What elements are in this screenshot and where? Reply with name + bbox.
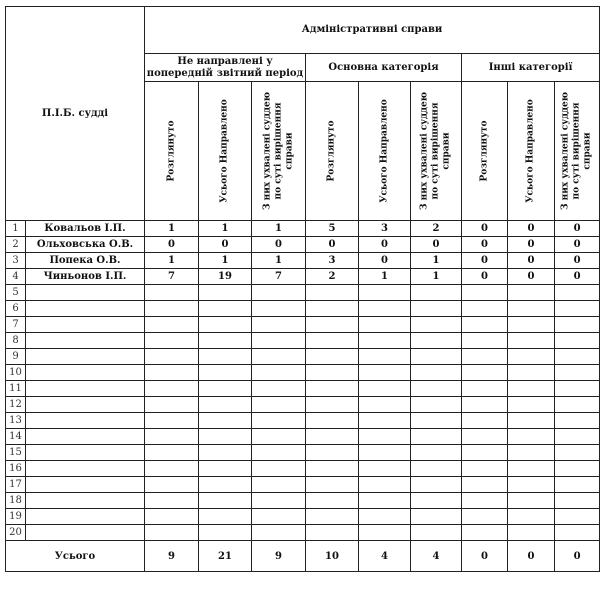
value-cell (359, 349, 411, 365)
value-cell (508, 397, 555, 413)
value-cell (508, 525, 555, 541)
value-cell (359, 477, 411, 493)
row-number: 3 (6, 253, 26, 269)
value-cell: 7 (252, 269, 306, 285)
value-cell (252, 317, 306, 333)
value-cell: 0 (508, 269, 555, 285)
table-row (6, 477, 600, 493)
value-cell (508, 365, 555, 381)
judge-name (26, 413, 145, 429)
value-cell (411, 365, 462, 381)
value-cell (306, 525, 359, 541)
value-cell (359, 429, 411, 445)
group-header-main-category: Основна категорія (306, 54, 462, 82)
value-cell (555, 493, 600, 509)
value-cell (145, 413, 199, 429)
row-number: 2 (6, 237, 26, 253)
table-row (6, 317, 600, 333)
value-cell (359, 525, 411, 541)
value-cell (411, 477, 462, 493)
table-row (6, 349, 600, 365)
value-cell: 0 (252, 237, 306, 253)
value-cell (199, 381, 252, 397)
value-cell (199, 349, 252, 365)
value-cell (199, 285, 252, 301)
value-cell (199, 445, 252, 461)
value-cell: 0 (145, 237, 199, 253)
value-cell: 1 (411, 253, 462, 269)
value-cell: 0 (199, 237, 252, 253)
table-row (6, 493, 600, 509)
table-row (6, 269, 600, 285)
value-cell (145, 445, 199, 461)
value-cell (306, 429, 359, 445)
value-cell: 1 (359, 269, 411, 285)
subcol-header-label: Усього Направлено (379, 99, 389, 203)
value-cell (359, 413, 411, 429)
value-cell (508, 429, 555, 445)
row-number: 11 (6, 381, 26, 397)
subcol-header (508, 82, 555, 221)
judge-name (26, 381, 145, 397)
group-header-other-categories: Інші категорії (462, 54, 600, 82)
value-cell (145, 381, 199, 397)
value-cell (508, 477, 555, 493)
value-cell (145, 365, 199, 381)
value-cell (411, 381, 462, 397)
value-cell (252, 333, 306, 349)
section-header: Адміністративні справи (145, 7, 600, 54)
value-cell (145, 461, 199, 477)
value-cell (199, 509, 252, 525)
table-row (6, 381, 600, 397)
value-cell (199, 477, 252, 493)
total-label: Усього (6, 541, 145, 572)
value-cell: 19 (199, 269, 252, 285)
value-cell (252, 525, 306, 541)
value-cell: 1 (411, 269, 462, 285)
table-row (6, 461, 600, 477)
row-number: 8 (6, 333, 26, 349)
value-cell (145, 397, 199, 413)
judge-name (26, 477, 145, 493)
value-cell (411, 333, 462, 349)
value-cell: 0 (555, 253, 600, 269)
judge-name (26, 493, 145, 509)
value-cell (411, 493, 462, 509)
value-cell (199, 333, 252, 349)
value-cell (555, 461, 600, 477)
value-cell (145, 301, 199, 317)
value-cell: 0 (508, 253, 555, 269)
judge-name (26, 349, 145, 365)
value-cell: 0 (508, 221, 555, 237)
value-cell (145, 317, 199, 333)
judge-name (26, 525, 145, 541)
table-row (6, 221, 600, 237)
value-cell (145, 509, 199, 525)
value-cell (145, 493, 199, 509)
subcol-header (411, 82, 462, 221)
value-cell (252, 445, 306, 461)
value-cell (555, 413, 600, 429)
value-cell: 0 (359, 237, 411, 253)
value-cell (306, 317, 359, 333)
value-cell (411, 429, 462, 445)
value-cell (306, 461, 359, 477)
value-cell: 1 (252, 253, 306, 269)
value-cell (411, 445, 462, 461)
value-cell: 0 (555, 237, 600, 253)
row-number: 13 (6, 413, 26, 429)
row-number: 4 (6, 269, 26, 285)
value-cell (555, 477, 600, 493)
value-cell (306, 397, 359, 413)
table-row (6, 333, 600, 349)
value-cell (306, 445, 359, 461)
row-number: 7 (6, 317, 26, 333)
judge-name (26, 509, 145, 525)
value-cell (508, 413, 555, 429)
value-cell (359, 445, 411, 461)
value-cell (359, 333, 411, 349)
value-cell (462, 461, 508, 477)
value-cell (145, 429, 199, 445)
value-cell (555, 333, 600, 349)
total-value-cell: 9 (145, 541, 199, 572)
total-value-cell: 9 (252, 541, 306, 572)
subcol-header (462, 82, 508, 221)
subcol-header-label: Розглянуто (166, 120, 176, 182)
judge-name: Ольховська О.В. (26, 237, 145, 253)
value-cell (252, 429, 306, 445)
value-cell: 2 (411, 221, 462, 237)
value-cell (411, 509, 462, 525)
row-number: 17 (6, 477, 26, 493)
value-cell (462, 381, 508, 397)
value-cell (555, 525, 600, 541)
value-cell: 0 (508, 237, 555, 253)
total-row (6, 541, 600, 572)
value-cell (252, 477, 306, 493)
value-cell (555, 397, 600, 413)
table-row (6, 253, 600, 269)
value-cell (555, 365, 600, 381)
value-cell (306, 381, 359, 397)
value-cell: 2 (306, 269, 359, 285)
row-number: 14 (6, 429, 26, 445)
value-cell: 1 (145, 253, 199, 269)
subcol-header (359, 82, 411, 221)
value-cell: 0 (306, 237, 359, 253)
row-number: 5 (6, 285, 26, 301)
value-cell (508, 461, 555, 477)
table-row (6, 525, 600, 541)
total-value-cell: 0 (508, 541, 555, 572)
value-cell (462, 429, 508, 445)
value-cell (252, 301, 306, 317)
table-row (6, 285, 600, 301)
value-cell: 1 (252, 221, 306, 237)
subcol-header (306, 82, 359, 221)
subcol-header-label: Усього Направлено (525, 99, 536, 203)
value-cell: 0 (411, 237, 462, 253)
value-cell (359, 509, 411, 525)
subcol-header-label: З них ухвалені суддею по суті вирішення справи (419, 92, 452, 211)
judge-name: Чиньонов І.П. (26, 269, 145, 285)
total-value-cell: 10 (306, 541, 359, 572)
total-value-cell: 0 (555, 541, 600, 572)
value-cell: 0 (359, 253, 411, 269)
value-cell (145, 333, 199, 349)
value-cell (252, 349, 306, 365)
value-cell (359, 365, 411, 381)
table-row (6, 301, 600, 317)
value-cell (145, 525, 199, 541)
value-cell (252, 461, 306, 477)
value-cell (508, 349, 555, 365)
value-cell (411, 461, 462, 477)
value-cell (462, 493, 508, 509)
value-cell (411, 301, 462, 317)
value-cell (508, 333, 555, 349)
value-cell: 0 (462, 221, 508, 237)
value-cell (199, 461, 252, 477)
value-cell (555, 285, 600, 301)
value-cell (555, 381, 600, 397)
value-cell (508, 301, 555, 317)
table-row (6, 365, 600, 381)
value-cell (252, 413, 306, 429)
value-cell (462, 349, 508, 365)
value-cell (462, 397, 508, 413)
subcol-header-label: Розглянуто (479, 120, 489, 182)
value-cell: 0 (462, 269, 508, 285)
judge-name: Попека О.В. (26, 253, 145, 269)
value-cell: 0 (462, 237, 508, 253)
value-cell (252, 493, 306, 509)
row-number: 20 (6, 525, 26, 541)
value-cell (199, 397, 252, 413)
subcol-header-label: Усього Направлено (219, 99, 230, 203)
table-row (6, 445, 600, 461)
value-cell (199, 317, 252, 333)
group-header-previous-period: Не направлені у попередній звітний період (145, 54, 306, 82)
table-row (6, 237, 600, 253)
value-cell: 0 (555, 269, 600, 285)
value-cell (462, 285, 508, 301)
value-cell (462, 333, 508, 349)
judge-name (26, 317, 145, 333)
row-number: 10 (6, 365, 26, 381)
judge-name (26, 445, 145, 461)
subcol-header-label: З них ухвалені суддею по суті вирішення справи (262, 92, 294, 211)
total-value-cell: 0 (462, 541, 508, 572)
row-number: 6 (6, 301, 26, 317)
value-cell (199, 493, 252, 509)
value-cell (555, 429, 600, 445)
judge-name: Ковальов І.П. (26, 221, 145, 237)
value-cell (359, 317, 411, 333)
value-cell: 0 (462, 253, 508, 269)
value-cell (145, 477, 199, 493)
value-cell (411, 397, 462, 413)
value-cell (306, 365, 359, 381)
value-cell (306, 493, 359, 509)
value-cell (462, 317, 508, 333)
value-cell (145, 285, 199, 301)
value-cell (306, 333, 359, 349)
total-value-cell: 4 (359, 541, 411, 572)
value-cell (199, 365, 252, 381)
value-cell (306, 301, 359, 317)
value-cell: 3 (359, 221, 411, 237)
value-cell (555, 445, 600, 461)
judge-name (26, 397, 145, 413)
value-cell: 5 (306, 221, 359, 237)
value-cell (508, 445, 555, 461)
value-cell (252, 397, 306, 413)
judge-name (26, 365, 145, 381)
value-cell (508, 493, 555, 509)
row-number: 15 (6, 445, 26, 461)
value-cell (199, 525, 252, 541)
row-number: 18 (6, 493, 26, 509)
statistics-table (5, 6, 600, 572)
table-row (6, 397, 600, 413)
value-cell (411, 317, 462, 333)
value-cell (306, 477, 359, 493)
table-row (6, 429, 600, 445)
value-cell (306, 413, 359, 429)
value-cell (508, 285, 555, 301)
value-cell (555, 349, 600, 365)
value-cell (508, 509, 555, 525)
table-row (6, 413, 600, 429)
judge-name-header: П.І.Б. судді (6, 7, 145, 221)
subcol-header (555, 82, 600, 221)
value-cell (462, 509, 508, 525)
value-cell: 3 (306, 253, 359, 269)
value-cell: 1 (199, 221, 252, 237)
value-cell (462, 477, 508, 493)
subcol-header (199, 82, 252, 221)
subcol-header-label: Розглянуто (326, 120, 337, 182)
value-cell (411, 285, 462, 301)
subcol-header (252, 82, 306, 221)
value-cell (306, 285, 359, 301)
judge-name (26, 461, 145, 477)
value-cell: 1 (145, 221, 199, 237)
value-cell (252, 365, 306, 381)
value-cell (508, 317, 555, 333)
row-number: 19 (6, 509, 26, 525)
value-cell (359, 301, 411, 317)
value-cell: 7 (145, 269, 199, 285)
value-cell: 1 (199, 253, 252, 269)
table-row (6, 509, 600, 525)
value-cell (411, 413, 462, 429)
value-cell (199, 429, 252, 445)
value-cell (555, 301, 600, 317)
value-cell (508, 381, 555, 397)
value-cell (252, 381, 306, 397)
value-cell (306, 509, 359, 525)
value-cell (199, 301, 252, 317)
judge-name (26, 429, 145, 445)
value-cell (462, 301, 508, 317)
value-cell (462, 413, 508, 429)
total-value-cell: 21 (199, 541, 252, 572)
value-cell (411, 349, 462, 365)
value-cell (306, 349, 359, 365)
value-cell (555, 509, 600, 525)
value-cell (462, 365, 508, 381)
value-cell (359, 381, 411, 397)
value-cell (252, 285, 306, 301)
value-cell (462, 445, 508, 461)
value-cell (462, 525, 508, 541)
value-cell (359, 461, 411, 477)
row-number: 16 (6, 461, 26, 477)
value-cell (555, 317, 600, 333)
value-cell (145, 349, 199, 365)
value-cell (359, 285, 411, 301)
value-cell (199, 413, 252, 429)
judge-name (26, 333, 145, 349)
row-number: 12 (6, 397, 26, 413)
subcol-header-label: З них ухвалені суддею по суті вирішення справи (560, 92, 593, 211)
row-number: 9 (6, 349, 26, 365)
row-number: 1 (6, 221, 26, 237)
value-cell (411, 525, 462, 541)
judge-name (26, 285, 145, 301)
value-cell (359, 397, 411, 413)
judge-name (26, 301, 145, 317)
value-cell (359, 493, 411, 509)
value-cell (252, 509, 306, 525)
total-value-cell: 4 (411, 541, 462, 572)
subcol-header (145, 82, 199, 221)
value-cell: 0 (555, 221, 600, 237)
